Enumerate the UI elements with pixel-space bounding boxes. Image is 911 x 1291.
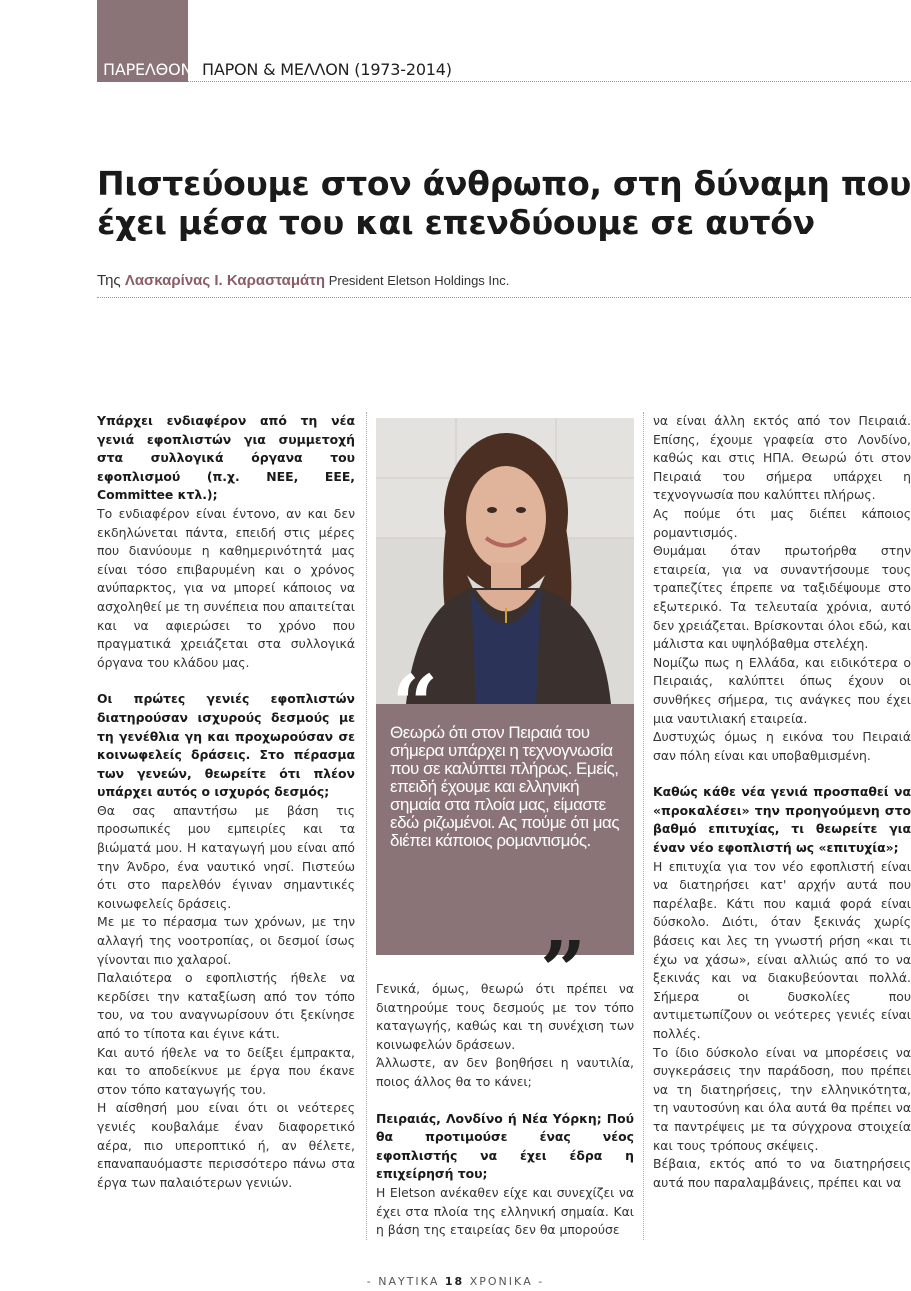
author-role: President Eletson Holdings Inc. (325, 273, 510, 288)
quote-close-icon: ” (540, 923, 587, 1017)
column-1 (97, 412, 355, 1192)
answer-3-part-1: Η Eletson ανέκαθεν είχε και συνεχίζει να έχει στα πλοία της ελληνική σημαία. Και η βάση της εταιρείας δεν θα μπορούσε (376, 1184, 634, 1238)
answer-3-part-2: να είναι άλλη εκτός από τον Πειραιά. Επίσης, έχουμε γραφεία στο Λονδίνο, καθώς και στις ΗΠΑ. Θεωρώ ότι στον Πειραιά του σήμερα υπάρχει η τεχνογνωσία που καλύπτει πλήρως. (653, 413, 911, 503)
top-accent-bar (97, 0, 188, 56)
footer-left: - ΝΑΥΤΙΚΑ (366, 1275, 445, 1288)
byline-prefix: Της (97, 272, 125, 289)
section-header (97, 56, 911, 82)
question-2: Οι πρώτες γενιές εφοπλιστών διατηρούσαν ισχυρούς δεσμούς με τη γενέθλια γη και προχωρούσαν σε κοινωφελείς δράσεις. Στο πέρασμα των γενεών, θεωρείτε ότι πλέον υπάρχει αυτός ο ισχυρός δεσμός; (97, 691, 355, 800)
answer-4-part-1: Η επιτυχία για τον νέο εφοπλιστή είναι να διατηρήσει κατ' αρχήν αυτά που παρέλαβε. Κάτι που καμιά φορά είναι δύσκολο. Διότι, όταν ξεκινάς χωρίς βάσεις και λες τη γνωστή ρήση «και τι έχω να χάσω», είναι αλλιώς από το να ξεκινάς και να διακυβεύονται πολλά. Σήμερα οι δυσκολίες που αντιμετωπίζουν οι νεότερες γενιές είναι πολλές. (653, 858, 911, 1041)
answer-3-part-4: Θυμάμαι όταν πρωτοήρθα στην εταιρεία, για να συναντήσουμε τους τραπεζίτες έπρεπε να ταξιδέψουμε στο εξωτερικό. Τα τελευταία χρόνια, αυτό δεν χρειάζεται. Βρίσκονται όλοι εδώ, και μάλιστα και υψηλόβαθμα στελέχη. (653, 543, 911, 652)
column-2 (376, 980, 634, 1240)
question-3: Πειραιάς, Λονδίνο ή Νέα Υόρκη; Πού θα προτιμούσε ένας νέος εφοπλιστής να έχει έδρα η επιχείρησή του; (376, 1110, 634, 1182)
question-4: Καθώς κάθε νέα γενιά προσπαθεί να «προκαλέσει» την προηγούμενη στο βαθμό επιτυχίας, τι θεωρείτε για έναν νέο εφοπλιστή ως «επιτυχία»; (653, 784, 911, 856)
answer-2-part-7: Άλλωστε, αν δεν βοηθήσει η ναυτιλία, ποιος άλλος θα το κάνει; (376, 1055, 634, 1089)
article-headline: Πιστεύουμε στον άνθρωπο, στη δύναμη που έχει μέσα του και επενδύουμε σε αυτόν (97, 164, 911, 242)
answer-2-part-5: Η αίσθησή μου είναι ότι οι νεότερες γενιές κουβαλάμε έναν διαφορετικό αέρα, πιο υπεροπτικό ή, αν θέλετε, επαναπαυόμαστε περισσότερο πάνω στα έργα των παλαιότερων γενιών. (97, 1100, 355, 1190)
footer-right: ΧΡΟΝΙΚΑ - (464, 1275, 545, 1288)
answer-3-part-6: Δυστυχώς όμως η εικόνα του Πειραιά σαν πόλη είναι και υποβαθμισμένη. (653, 729, 911, 763)
quote-open-icon: “ (392, 657, 439, 751)
pull-quote-text: Θεωρώ ότι στον Πειραιά του σήμερα υπάρχει η τεχνογνωσία που σε καλύπτει πλήρως. Εμείς, επειδή έχουμε και ελληνική σημαία στα πλοία μας, είμαστε εδώ ριζωμένοι. Ας πούμε ότι μας διέπει κάποιος ρομαντισμός. (390, 723, 620, 850)
section-title-part2: ΠΑΡΟΝ & ΜΕΛΛΟΝ (1973-2014) (197, 60, 452, 79)
question-1: Υπάρχει ενδιαφέρον από τη νέα γενιά εφοπλιστών για συμμετοχή στα συλλογικά όργανα του εφοπλισμού (π.χ. ΝΕΕ, ΕΕΕ, Committee κτλ.); (97, 413, 355, 503)
answer-4-part-2: Το ίδιο δύσκολο είναι να μπορέσεις να συγκεράσεις την παράδοση, που πρέπει να τη διατηρήσεις, την ελληνικότητα, τη ναυτοσύνη και όλα αυτά θα πρέπει να τα παντρέψεις με τα σύγχρονα στοιχεία και τους τρόπους σκέψεις. (653, 1044, 911, 1153)
answer-4-part-3: Βέβαια, εκτός από το να διατηρήσεις αυτά που παραλαμβάνεις, πρέπει και να (653, 1156, 911, 1190)
column-divider-1 (366, 412, 367, 1240)
section-title-part1: ΠΑΡΕΛΘΟΝ, (103, 60, 198, 79)
answer-2-part-1: Θα σας απαντήσω με βάση τις προσωπικές μου εμπειρίες και τα βιώματά μου. Η καταγωγή μου είναι από την Άνδρο, ένα ναυτικό νησί. Πιστεύω ότι στο παρελθόν έγιναν σημαντικές κοινωφελείς δράσεις. (97, 802, 355, 911)
author-name: Λασκαρίνας Ι. Καρασταμάτη (124, 272, 326, 289)
column-3 (653, 412, 911, 1192)
byline (97, 272, 911, 298)
column-divider-2 (643, 412, 644, 1240)
page-number: 18 (444, 1275, 465, 1288)
section-title (103, 60, 452, 79)
answer-3-part-5: Νομίζω πως η Ελλάδα, και ειδικότερα ο Πειραιάς, καλύπτει όπως έχουν οι συνθήκες σήμερα, τις ανάγκες που έχει μια ναυτιλιακή εταιρεία. (653, 654, 911, 726)
answer-2-part-4: Και αυτό ήθελε να το δείξει έμπρακτα, και το αποδείκνυε με έργα που έκανε στον τόπο καταγωγής του. (97, 1044, 355, 1097)
page-footer (0, 1275, 911, 1288)
answer-1: Το ενδιαφέρον είναι έντονο, αν και δεν εκδηλώνεται πάντα, επειδή στις μέρες που διανύουμε η καθημερινότητά μας είναι τόσο επιβαρυμένη και ο χρόνος ανύπαρκτος, για να μπορεί κάποιος να ασχοληθεί με τη συνέπεια που απαιτείται και να αφιερώσει το χρόνο που πραγματικά χρειάζεται στα συλλογικά όργανα του κλάδου μας. (97, 505, 355, 670)
answer-2-part-6: Γενικά, όμως, θεωρώ ότι πρέπει να διατηρούμε τους δεσμούς με τον τόπο καταγωγής, καθώς και τη συνέχιση των κοινωφελών δράσεων. (376, 981, 634, 1052)
answer-2-part-3: Παλαιότερα ο εφοπλιστής ήθελε να κερδίσει την καταξίωση από τον τόπο του, να του αναγνωρίσουν ότι ξεκίνησε από το τίποτα και έγινε κάτι. (97, 970, 355, 1041)
answer-3-part-3: Ας πούμε ότι μας διέπει κάποιος ρομαντισμός. (653, 505, 911, 540)
answer-2-part-2: Με με το πέρασμα των χρόνων, με την αλλαγή της νοοτροπίας, οι δεσμοί ίσως γίνονται πιο χαλαροί. (97, 914, 355, 967)
